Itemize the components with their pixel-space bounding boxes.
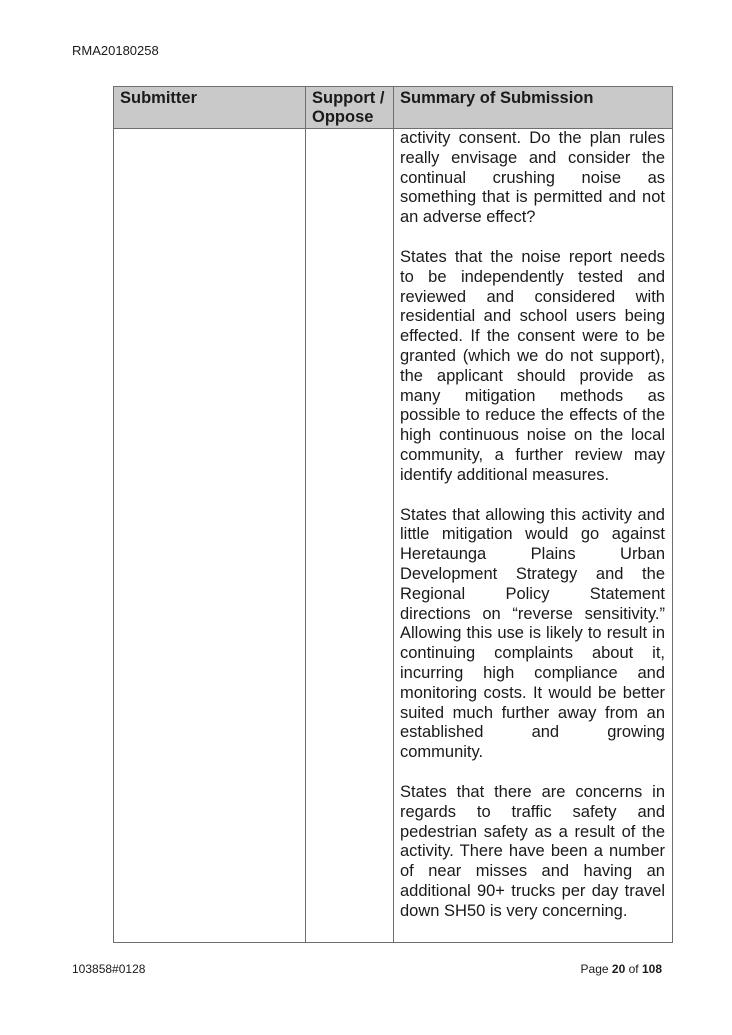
- column-header-submitter: Submitter: [114, 87, 306, 129]
- summary-paragraph: activity consent. Do the plan rules really envisage and consider the continual crushing noise as something that is permitted and not an adverse effect?: [400, 129, 665, 227]
- document-reference: RMA20180258: [72, 43, 159, 58]
- footer-document-id: 103858#0128: [72, 962, 146, 976]
- summary-paragraph: States that the noise report needs to be independently tested and reviewed and considered with residential and school users being effected. If the consent were to be granted (which we do not support), the applicant should provide as many mitigation methods as possible to reduce the effects of the high continuous noise on the local community, a further review may identify additional measures.: [400, 247, 665, 484]
- table-header-row: [114, 87, 673, 129]
- summary-cell: [394, 129, 673, 943]
- column-header-summary: Summary of Submission: [394, 87, 673, 129]
- footer-page-number: [581, 962, 662, 976]
- summary-paragraph: States that there are concerns in regards to traffic safety and pedestrian safety as a result of the activity. There have been a number of near misses and having an additional 90+ trucks per day travel down SH50 is very concerning.: [400, 782, 665, 920]
- page-prefix: Page: [580, 962, 609, 976]
- column-header-support-oppose: Support / Oppose: [306, 87, 394, 129]
- submissions-table: [113, 86, 673, 943]
- page-of: of: [628, 962, 639, 976]
- page-total: 108: [641, 962, 662, 976]
- table-row: [114, 129, 673, 943]
- summary-paragraph: States that allowing this activity and little mitigation would go against Heretaunga Plains Urban Development Strategy and the Regional Policy Statement directions on “reverse sensitivity.” Allowing this use is likely to result in continuing complaints about it, incurring high compliance and monitoring costs. It would be better suited much further away from an established and growing community.: [400, 505, 665, 762]
- submitter-cell: [114, 129, 306, 943]
- page-current: 20: [611, 962, 626, 976]
- support-oppose-cell: [306, 129, 394, 943]
